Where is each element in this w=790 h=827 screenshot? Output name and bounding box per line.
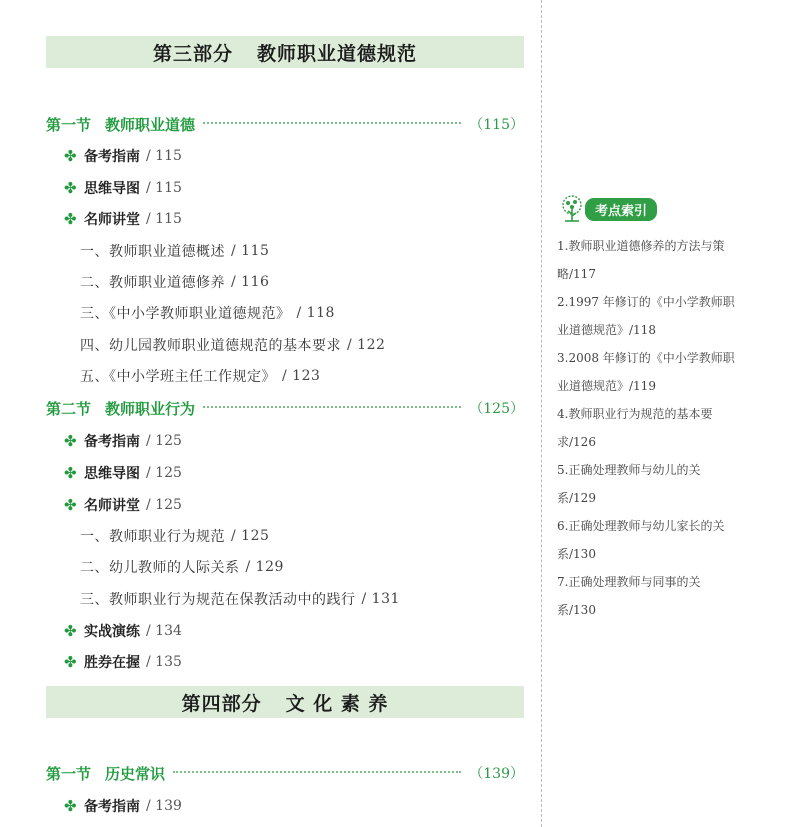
section-page: （139） <box>469 766 524 782</box>
item-label: 五、《中小学班主任工作规定》 <box>80 369 276 385</box>
index-list <box>557 232 747 624</box>
toc-item[interactable] <box>80 526 269 546</box>
toc-item[interactable] <box>80 589 400 609</box>
clover-icon: ✤ <box>64 622 77 640</box>
toc-subentry[interactable] <box>64 146 182 166</box>
clover-icon: ✤ <box>64 147 77 165</box>
index-line: 系/130 <box>557 603 596 617</box>
section-title: 教师职业行为 <box>105 399 196 418</box>
part-title: 文 化 素 养 <box>285 692 389 715</box>
item-page: / 125 <box>231 528 270 544</box>
toc-item[interactable] <box>80 241 269 261</box>
section-page: （125） <box>469 401 524 417</box>
section-page: （115） <box>469 117 524 133</box>
index-line: 求/126 <box>557 435 596 449</box>
toc-subentry[interactable] <box>64 431 182 451</box>
clover-icon: ✤ <box>64 496 77 514</box>
index-line: 业道德规范》/118 <box>557 323 656 337</box>
part-number: 第三部分 <box>152 42 233 65</box>
toc-subentry[interactable] <box>64 463 182 483</box>
clover-icon: ✤ <box>64 432 77 450</box>
subentry-page: / 125 <box>146 465 182 481</box>
clover-icon: ✤ <box>64 464 77 482</box>
subentry-label: 实战演练 <box>84 624 140 640</box>
tree-icon <box>557 194 587 224</box>
column-divider <box>541 0 542 827</box>
item-label: 二、幼儿教师的人际关系 <box>80 560 240 576</box>
toc-subentry[interactable] <box>64 178 182 198</box>
index-title: 考点索引 <box>585 198 657 221</box>
subentry-page: / 115 <box>146 211 182 227</box>
part-banner-4 <box>46 686 524 718</box>
subentry-page: / 125 <box>146 497 182 513</box>
item-label: 三、《中小学教师职业道德规范》 <box>80 306 291 322</box>
item-label: 一、教师职业道德概述 <box>80 244 225 260</box>
index-line: 略/117 <box>557 267 596 281</box>
subentry-label: 胜券在握 <box>84 655 140 671</box>
subentry-page: / 139 <box>146 798 182 814</box>
index-line: 5.正确处理教师与幼儿的关 <box>557 463 701 477</box>
item-page: / 131 <box>361 591 400 607</box>
dot-leader <box>203 406 461 408</box>
section-heading[interactable] <box>46 397 524 419</box>
dot-leader <box>203 122 461 124</box>
index-header <box>557 194 657 224</box>
toc-item[interactable] <box>80 272 269 292</box>
index-line: 业道德规范》/119 <box>557 379 656 393</box>
clover-icon: ✤ <box>64 653 77 671</box>
clover-icon: ✤ <box>64 210 77 228</box>
subentry-label: 思维导图 <box>84 181 140 197</box>
subentry-page: / 115 <box>146 180 182 196</box>
subentry-label: 名师讲堂 <box>84 212 140 228</box>
toc-subentry[interactable] <box>64 652 182 672</box>
subentry-page: / 135 <box>146 654 182 670</box>
subentry-label: 备考指南 <box>84 149 140 165</box>
index-line: 2.1997 年修订的《中小学教师职 <box>557 295 735 309</box>
item-label: 三、教师职业行为规范在保教活动中的践行 <box>80 592 356 608</box>
toc-subentry[interactable] <box>64 621 182 641</box>
index-line: 6.正确处理教师与幼儿家长的关 <box>557 519 725 533</box>
toc-subentry[interactable] <box>64 495 182 515</box>
subentry-label: 思维导图 <box>84 466 140 482</box>
clover-icon: ✤ <box>64 179 77 197</box>
item-page: / 129 <box>245 559 284 575</box>
clover-icon: ✤ <box>64 797 77 815</box>
toc-subentry[interactable] <box>64 796 182 816</box>
subentry-label: 备考指南 <box>84 799 140 815</box>
subentry-label: 名师讲堂 <box>84 498 140 514</box>
toc-item[interactable] <box>80 366 320 386</box>
subentry-page: / 134 <box>146 623 182 639</box>
section-number: 第一节 <box>46 115 92 134</box>
item-page: / 122 <box>347 337 386 353</box>
section-heading[interactable] <box>46 762 524 784</box>
section-number: 第二节 <box>46 399 92 418</box>
part-title: 教师职业道德规范 <box>257 42 418 65</box>
toc-item[interactable] <box>80 303 335 323</box>
toc-item[interactable] <box>80 557 284 577</box>
subentry-label: 备考指南 <box>84 434 140 450</box>
item-page: / 118 <box>296 305 335 321</box>
item-label: 二、教师职业道德修养 <box>80 275 225 291</box>
index-line: 系/130 <box>557 547 596 561</box>
item-label: 一、教师职业行为规范 <box>80 529 225 545</box>
part-number: 第四部分 <box>181 692 262 715</box>
item-page: / 123 <box>282 368 321 384</box>
subentry-page: / 115 <box>146 148 182 164</box>
section-number: 第一节 <box>46 764 92 783</box>
item-label: 四、幼儿园教师职业道德规范的基本要求 <box>80 338 341 354</box>
index-line: 7.正确处理教师与同事的关 <box>557 575 701 589</box>
dot-leader <box>173 771 461 773</box>
section-heading[interactable] <box>46 113 524 135</box>
index-line: 1.教师职业道德修养的方法与策 <box>557 239 725 253</box>
item-page: / 115 <box>231 243 270 259</box>
toc-item[interactable] <box>80 335 385 355</box>
section-title: 教师职业道德 <box>105 115 196 134</box>
index-line: 系/129 <box>557 491 596 505</box>
toc-subentry[interactable] <box>64 209 182 229</box>
index-line: 3.2008 年修订的《中小学教师职 <box>557 351 735 365</box>
item-page: / 116 <box>231 274 270 290</box>
index-line: 4.教师职业行为规范的基本要 <box>557 407 713 421</box>
section-title: 历史常识 <box>105 764 166 783</box>
subentry-page: / 125 <box>146 433 182 449</box>
part-banner-3 <box>46 36 524 68</box>
